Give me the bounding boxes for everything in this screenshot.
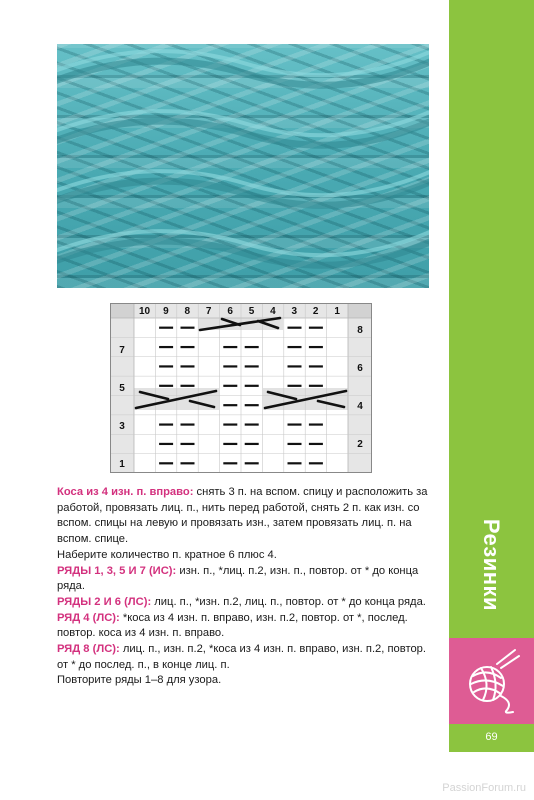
row-instruction <box>57 611 429 642</box>
row-number: 4 <box>357 401 363 412</box>
row-label: РЯД 8 (ЛС): <box>57 643 120 656</box>
section-icon-panel <box>449 638 534 724</box>
page-number: 69 <box>485 731 498 743</box>
col-number: 2 <box>312 306 319 317</box>
pattern-instructions <box>57 485 429 689</box>
row-instruction <box>57 564 429 595</box>
watermark-text: PassionForum.ru <box>442 782 526 794</box>
row-label: РЯД 4 (ЛС): <box>57 611 120 624</box>
col-number: 10 <box>138 306 151 317</box>
cable-definition <box>57 485 429 548</box>
repeat-note: Повторите ряды 1–8 для узора. <box>57 674 222 687</box>
row-instruction <box>57 642 429 673</box>
knitting-chart <box>110 303 372 473</box>
row-text: изн. п., *лиц. п.2, изн. п., повтор. от * до конца ряда. <box>57 564 419 593</box>
row-number: 1 <box>119 459 125 470</box>
row-number: 2 <box>357 439 363 450</box>
cable-text: снять 3 п. на вспом. спицу и расположить за работой, провязать лиц. п., нить перед работой, снять 2 п. как изн. со вспом. спицы на левую и провязать изн., затем провязать лиц. п. на вспом. спице. <box>57 486 428 546</box>
yarn-ball-icon <box>461 646 521 716</box>
knitted-swatch-photo <box>57 44 429 288</box>
col-number: 4 <box>270 306 276 317</box>
col-number: 3 <box>291 306 298 317</box>
row-number: 7 <box>119 345 125 356</box>
cast-on-note: Наберите количество п. кратное 6 плюс 4. <box>57 548 277 561</box>
row-number: 8 <box>357 325 363 336</box>
col-number: 8 <box>184 306 191 317</box>
section-title-text: Резинки <box>479 518 505 612</box>
row-number: 5 <box>119 383 125 394</box>
col-number: 1 <box>334 306 340 317</box>
knit-texture-illustration <box>57 44 429 288</box>
section-title <box>449 505 534 625</box>
page-number-tab <box>449 724 534 752</box>
row-text: *коса из 4 изн. п. вправо, изн. п.2, повтор. от *, послед. повтор. коса из 4 изн. п. вправо. <box>57 611 408 640</box>
row-label: РЯДЫ 1, 3, 5 И 7 (ИС): <box>57 564 177 577</box>
col-number: 6 <box>227 306 233 317</box>
col-number: 5 <box>248 306 255 317</box>
col-number: 7 <box>205 306 212 317</box>
row-number: 6 <box>357 363 363 374</box>
row-text: лиц. п., изн. п.2, *коса из 4 изн. п. вправо, изн. п.2, повтор. от * до послед. п., в конце лиц. п. <box>57 643 427 671</box>
chart-grid <box>110 303 372 473</box>
row-text: лиц. п., *изн. п.2, лиц. п., повтор. от * до конца ряда. <box>151 595 426 608</box>
row-number: 3 <box>119 421 125 432</box>
row-instruction <box>57 595 429 611</box>
col-number: 9 <box>163 306 169 317</box>
cable-term: Коса из 4 изн. п. вправо: <box>57 486 194 498</box>
row-label: РЯДЫ 2 И 6 (ЛС): <box>57 595 152 608</box>
